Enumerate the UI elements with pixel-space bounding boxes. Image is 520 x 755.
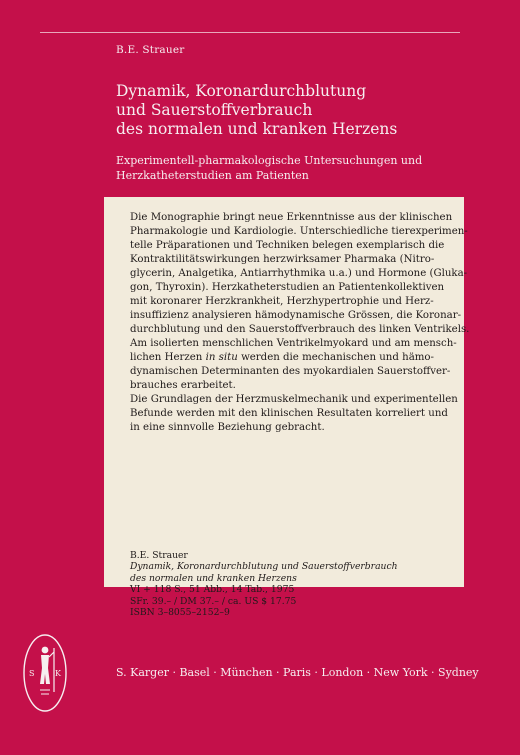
karger-logo-icon bbox=[22, 632, 68, 714]
title-line: und Sauerstoffverbrauch bbox=[116, 101, 313, 119]
description-panel bbox=[104, 197, 470, 619]
citation-author: B.E. Strauer bbox=[130, 550, 188, 561]
text-line bbox=[130, 351, 450, 365]
text-line: mit koronarer Herzkrankheit, Herzhypertrophie und Herz- bbox=[130, 296, 434, 307]
citation-price: SFr. 39.– / DM 37.– / ca. US $ 17.75 bbox=[130, 595, 297, 607]
citation-title: Dynamik, Koronardurchblutung und Sauerstoffverbrauch bbox=[130, 561, 398, 573]
text-fragment: lichen Herzen bbox=[130, 352, 203, 363]
citation-title: des normalen und kranken Herzens bbox=[130, 572, 297, 584]
author-name: B.E. Strauer bbox=[116, 44, 185, 56]
text-line: Kontraktilitätswirkungen herzwirksamer Pharmaka (Nitro- bbox=[130, 254, 435, 265]
book-title bbox=[116, 82, 397, 139]
text-line: insuffizienz analysieren hämodynamische Grössen, die Koronar- bbox=[130, 310, 462, 321]
text-line: telle Präparationen und Techniken belegen exemplarisch die bbox=[130, 240, 445, 251]
title-line: des normalen und kranken Herzens bbox=[116, 120, 398, 138]
citation-isbn: ISBN 3–8055–2152–9 bbox=[130, 607, 230, 619]
subtitle-line: Herzkatheterstudien am Patienten bbox=[116, 169, 309, 182]
text-line: gon, Thyroxin). Herzkatheterstudien an Patientenkollektiven bbox=[130, 282, 445, 293]
text-line: brauches erarbeitet. bbox=[130, 380, 236, 391]
text-line: Die Monographie bringt neue Erkenntnisse aus der klinischen bbox=[130, 212, 453, 223]
text-line: Am isolierten menschlichen Ventrikelmyokard und am mensch- bbox=[130, 338, 457, 349]
text-line: Die Grundlagen der Herzmuskelmechanik und experimentellen bbox=[130, 394, 458, 405]
text-fragment: werden die mechanischen und hämo- bbox=[241, 352, 435, 363]
text-line: Befunde werden mit den klinischen Resultaten korreliert und bbox=[130, 408, 448, 419]
bibliographic-info bbox=[130, 550, 398, 618]
text-line: durchblutung und den Sauerstoffverbrauch des linken Ventrikels. bbox=[130, 324, 470, 335]
title-line: Dynamik, Koronardurchblutung bbox=[116, 82, 367, 100]
text-line: Pharmakologie und Kardiologie. Unterschiedliche tierexperimen- bbox=[130, 226, 468, 237]
italic-term: in situ bbox=[205, 352, 238, 363]
text-line: glycerin, Analgetika, Antiarrhythmika u.a.) und Hormone (Gluka- bbox=[130, 268, 468, 279]
text-line: dynamischen Determinanten des myokardialen Sauerstoffver- bbox=[130, 366, 451, 377]
top-rule bbox=[40, 32, 460, 33]
logo-letter-s: S bbox=[29, 669, 35, 678]
citation-details: VI + 118 S., 51 Abb., 14 Tab., 1975 bbox=[130, 584, 295, 596]
book-subtitle bbox=[116, 153, 422, 183]
description-text bbox=[130, 211, 470, 435]
publisher-line: S. Karger · Basel · München · Paris · London · New York · Sydney bbox=[116, 666, 479, 679]
text-line: in eine sinnvolle Beziehung gebracht. bbox=[130, 422, 325, 433]
subtitle-line: Experimentell-pharmakologische Untersuchungen und bbox=[116, 154, 423, 167]
logo-letter-k: K bbox=[55, 669, 61, 678]
